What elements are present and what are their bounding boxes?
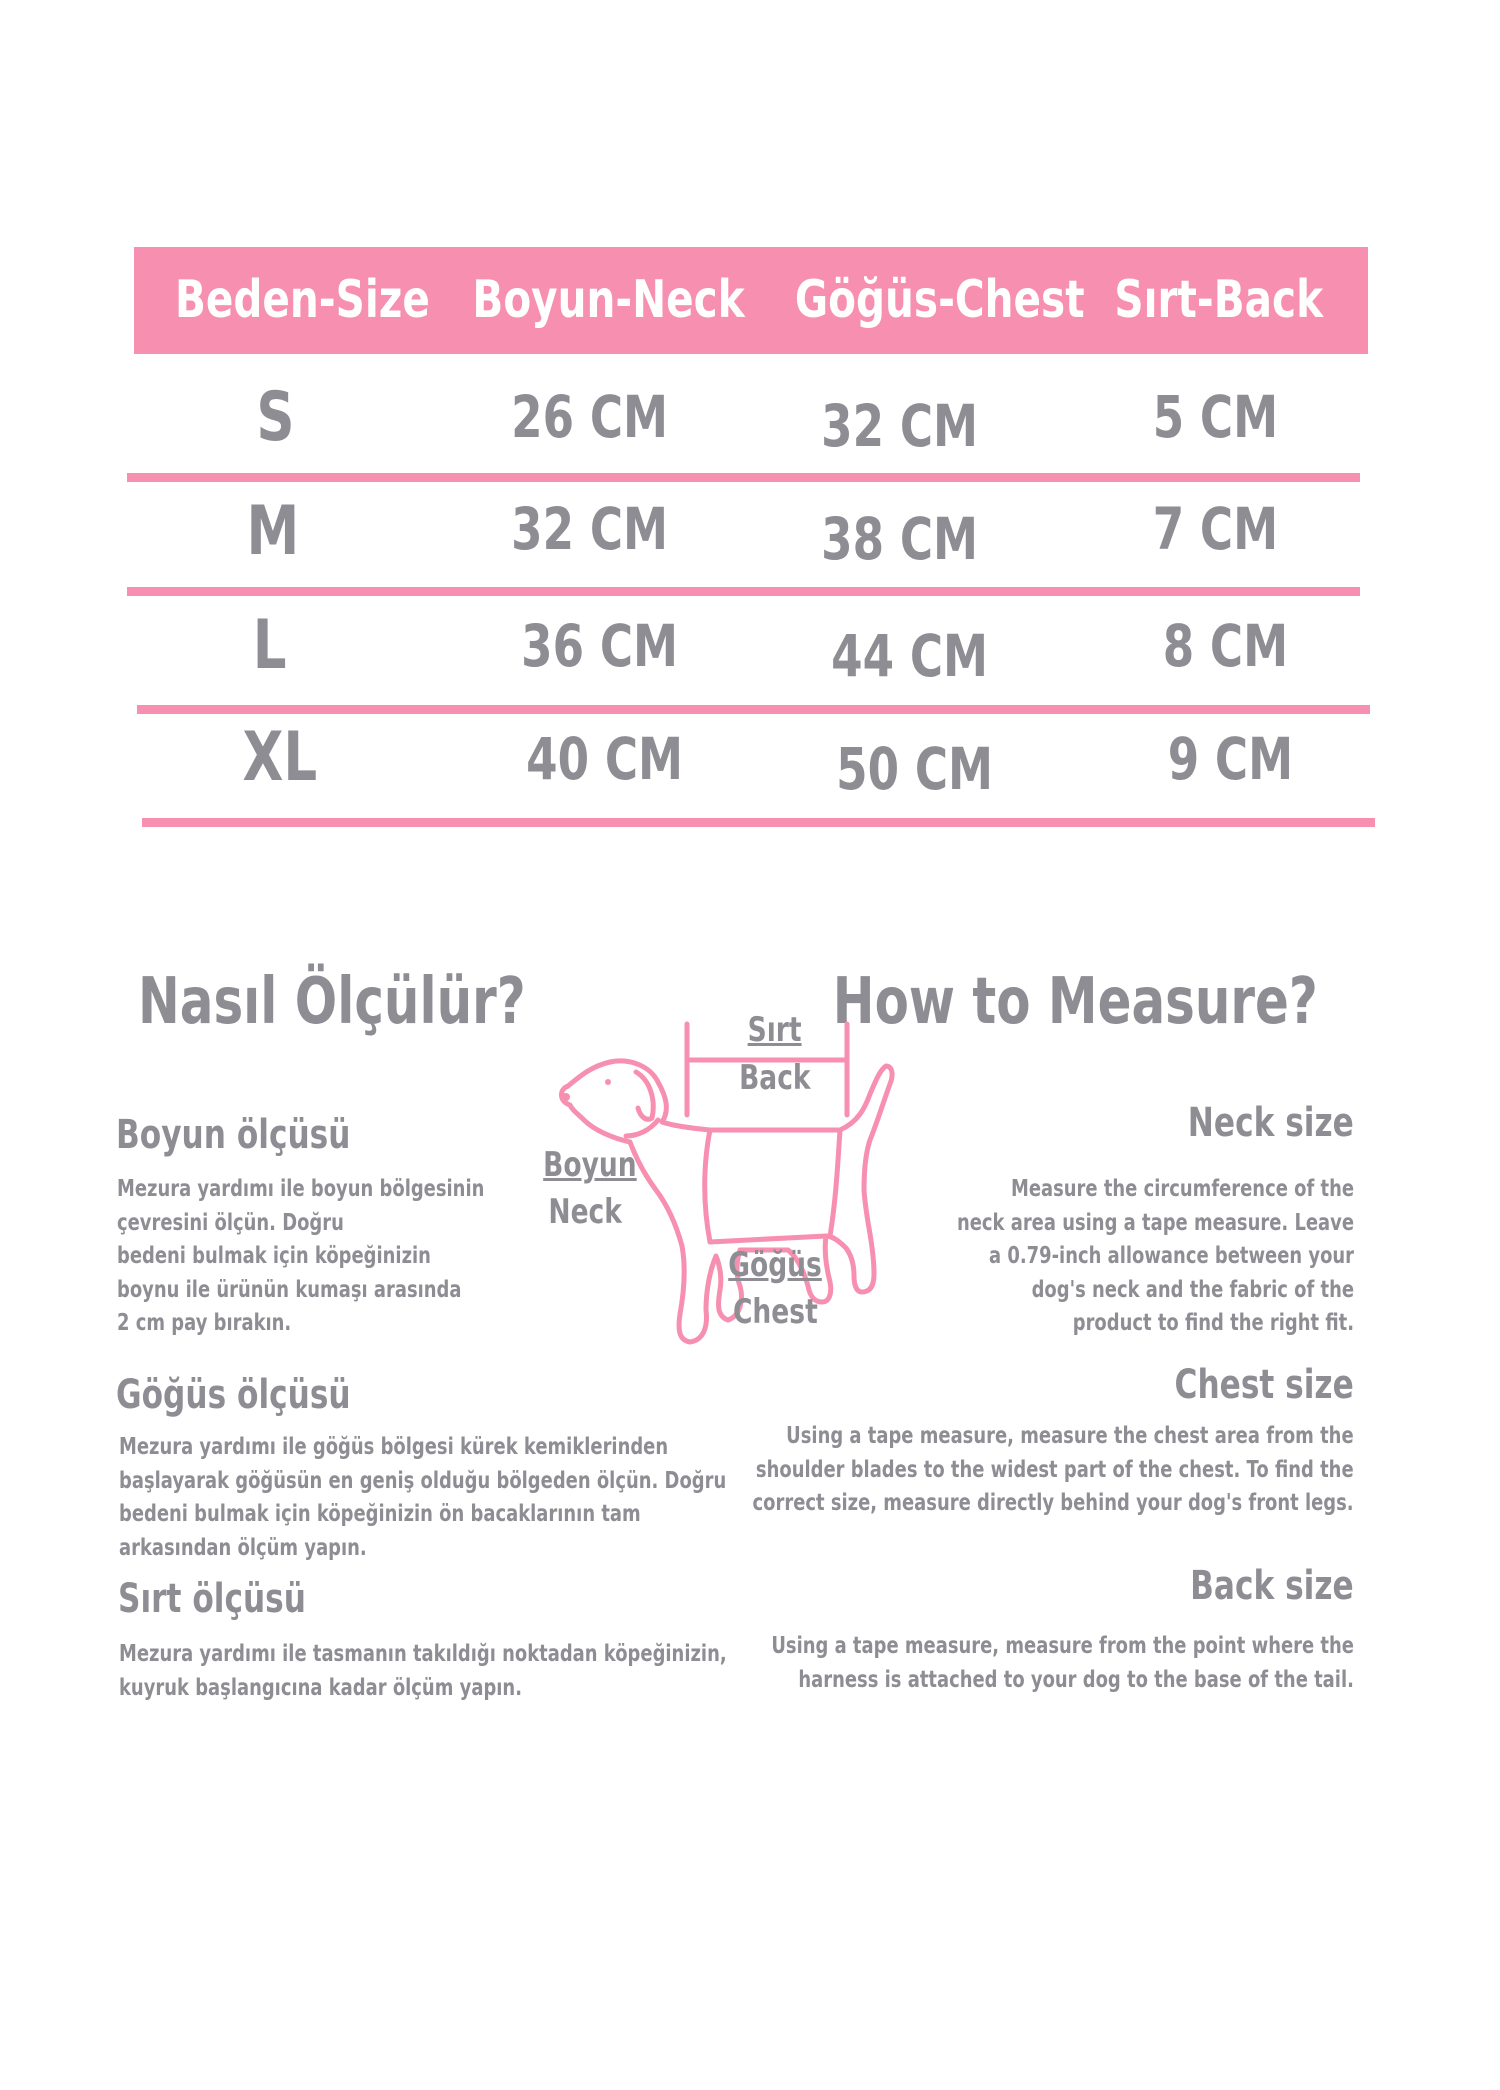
neck-heading-en: Neck size <box>1188 1100 1354 1146</box>
header-chest: Göğüs-Chest <box>794 270 1085 330</box>
dog-harness-back <box>830 1130 840 1236</box>
table-header <box>134 247 1368 354</box>
row-divider <box>127 473 1360 482</box>
back-text-tr: Mezura yardımı ile tasmanın takıldığı noktadan köpeğinizin, kuyruk başlangıcına kadar ölçüm yapın. <box>119 1641 727 1701</box>
dog-collar <box>626 1120 658 1136</box>
header-back: Sırt-Back <box>1114 270 1324 330</box>
table-cell-neck: 36 CM <box>521 612 679 680</box>
table-cell-size: XL <box>242 718 318 797</box>
diagram-label-chest-en: Chest <box>732 1292 818 1332</box>
neck-heading-tr: Boyun ölçüsü <box>116 1112 351 1158</box>
row-divider <box>142 818 1375 827</box>
diagram-label-neck: Boyun <box>543 1145 637 1185</box>
dog-nose <box>562 1093 570 1101</box>
table-cell-chest: 44 CM <box>831 622 989 690</box>
diagram-label-back-en: Back <box>739 1058 811 1098</box>
dog-eye <box>605 1079 611 1085</box>
table-cell-chest: 38 CM <box>821 505 979 573</box>
back-heading-tr: Sırt ölçüsü <box>118 1576 306 1622</box>
back-text-en: Using a tape measure, measure from the point where the harness is attached to your dog to the base of the tail. <box>771 1633 1354 1693</box>
diagram-label-chest: Göğüs <box>728 1245 822 1285</box>
neck-text-en: Measure the circumference of the neck area using a tape measure. Leave a 0.79-inch allowance between your dog's neck and the fabric of the product to find the right fit. <box>956 1176 1354 1336</box>
chest-text-en: Using a tape measure, measure the chest area from the shoulder blades to the widest part of the chest. To find the correct size, measure directly behind your dog's front legs. <box>752 1423 1354 1516</box>
header-neck: Boyun-Neck <box>472 270 745 330</box>
table-cell-neck: 40 CM <box>526 725 684 793</box>
table-cell-size: S <box>255 378 295 457</box>
row-divider <box>127 587 1360 596</box>
table-cell-neck: 32 CM <box>511 495 669 563</box>
dog-ear <box>636 1072 653 1119</box>
neck-text-tr: Mezura yardımı ile boyun bölgesinin çevresini ölçün. Doğru bedeni bulmak için köpeğinizin boynu ile ürünün kumaşı arasında 2 cm pay bırakın. <box>117 1176 485 1336</box>
diagram-label-neck-en: Neck <box>548 1192 622 1232</box>
chest-heading-tr: Göğüs ölçüsü <box>116 1372 351 1418</box>
table-cell-back: 9 CM <box>1167 725 1293 793</box>
table-cell-size: M <box>246 492 300 571</box>
row-divider <box>137 705 1370 714</box>
table-cell-size: L <box>253 606 287 685</box>
table-cell-chest: 50 CM <box>836 735 994 803</box>
back-heading-en: Back size <box>1190 1563 1354 1609</box>
chest-heading-en: Chest size <box>1174 1362 1354 1408</box>
chest-text-tr: Mezura yardımı ile göğüs bölgesi kürek kemiklerinden başlayarak göğüsün en geniş olduğu bölgeden ölçün. Doğru bedeni bulmak için köpeğinizin ön bacaklarının tam arkasından ölçüm yapın. <box>119 1434 727 1561</box>
title-tr: Nasıl Ölçülür? <box>138 965 526 1039</box>
dog-harness <box>705 1130 710 1242</box>
table-cell-chest: 32 CM <box>821 392 979 460</box>
table-cell-back: 7 CM <box>1152 495 1278 563</box>
title-en: How to Measure? <box>832 965 1318 1039</box>
diagram-label-back: Sırt <box>748 1010 802 1050</box>
header-size: Beden-Size <box>174 270 430 330</box>
table-cell-back: 8 CM <box>1162 612 1288 680</box>
table-cell-back: 5 CM <box>1152 383 1278 451</box>
table-cell-neck: 26 CM <box>511 383 669 451</box>
